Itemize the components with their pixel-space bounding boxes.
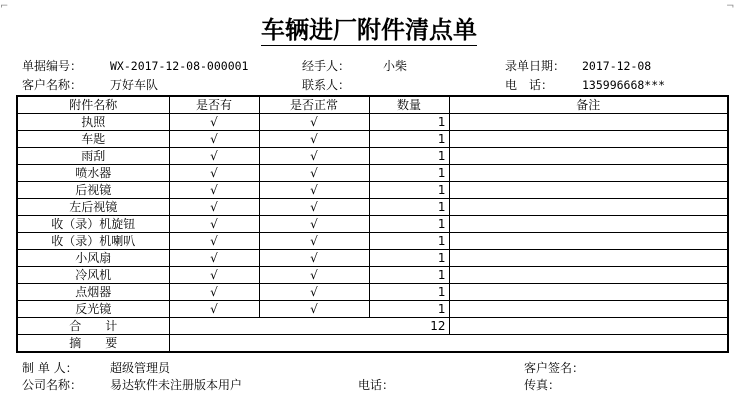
total-row [17, 318, 728, 335]
normal-check-cell: √ [259, 284, 369, 301]
summary-row [17, 335, 728, 353]
normal-check-cell: √ [259, 250, 369, 267]
page-corner-mark-left: ⌐ [0, 1, 9, 12]
tel-label: 电话： [358, 378, 395, 392]
quantity-cell: 1 [369, 114, 449, 131]
note-cell [449, 131, 728, 148]
normal-check-cell: √ [259, 216, 369, 233]
accessory-name-cell: 执照 [17, 114, 169, 131]
quantity-cell: 1 [369, 165, 449, 182]
has-check-cell: √ [169, 148, 259, 165]
column-header-normal: 是否正常 [259, 96, 369, 114]
normal-check-cell: √ [259, 301, 369, 318]
accessory-name-cell: 喷水器 [17, 165, 169, 182]
table-row [17, 165, 728, 182]
note-cell [449, 199, 728, 216]
accessory-table [16, 95, 729, 353]
quantity-cell: 1 [369, 182, 449, 199]
accessory-name-cell: 反光镜 [17, 301, 169, 318]
company-value: 易达软件未注册版本用户 [110, 378, 243, 392]
table-header-row [17, 96, 728, 114]
phone-label: 电 话： [505, 78, 554, 92]
quantity-cell: 1 [369, 199, 449, 216]
accessory-name-cell: 收（录）机喇叭 [17, 233, 169, 250]
note-cell [449, 301, 728, 318]
column-header-note: 备注 [449, 96, 728, 114]
table-row [17, 267, 728, 284]
quantity-cell: 1 [369, 284, 449, 301]
quantity-cell: 1 [369, 233, 449, 250]
quantity-cell: 1 [369, 148, 449, 165]
note-cell [449, 284, 728, 301]
has-check-cell: √ [169, 267, 259, 284]
accessory-name-cell: 雨刮 [17, 148, 169, 165]
note-cell [449, 182, 728, 199]
accessory-name-cell: 车匙 [17, 131, 169, 148]
handler-value: 小柴 [383, 59, 408, 73]
has-check-cell: √ [169, 216, 259, 233]
has-check-cell: √ [169, 301, 259, 318]
table-row [17, 284, 728, 301]
column-header-name: 附件名称 [17, 96, 169, 114]
note-cell [449, 148, 728, 165]
column-header-qty: 数量 [369, 96, 449, 114]
table-row [17, 114, 728, 131]
note-cell [449, 233, 728, 250]
table-row [17, 199, 728, 216]
normal-check-cell: √ [259, 199, 369, 216]
has-check-cell: √ [169, 165, 259, 182]
table-row [17, 250, 728, 267]
quantity-cell: 1 [369, 216, 449, 233]
table-row [17, 148, 728, 165]
normal-check-cell: √ [259, 148, 369, 165]
accessory-name-cell: 冷风机 [17, 267, 169, 284]
page-corner-mark-right: ¬ [726, 1, 735, 12]
note-cell [449, 216, 728, 233]
has-check-cell: √ [169, 131, 259, 148]
company-label: 公司名称： [22, 378, 83, 392]
normal-check-cell: √ [259, 165, 369, 182]
table-row [17, 301, 728, 318]
doc-no-label: 单据编号： [22, 59, 83, 73]
note-cell [449, 165, 728, 182]
accessory-name-cell: 点烟器 [17, 284, 169, 301]
table-row [17, 233, 728, 250]
total-note [449, 318, 728, 335]
table-row [17, 216, 728, 233]
handler-label: 经手人： [302, 59, 351, 73]
has-check-cell: √ [169, 199, 259, 216]
customer-label: 客户名称： [22, 78, 83, 92]
phone-value: 135996668*** [582, 78, 666, 92]
accessory-name-cell: 小风扇 [17, 250, 169, 267]
quantity-cell: 1 [369, 250, 449, 267]
date-value: 2017-12-08 [582, 59, 652, 73]
summary-label: 摘 要 [17, 335, 169, 353]
normal-check-cell: √ [259, 267, 369, 284]
maker-label: 制 单 人： [22, 361, 78, 375]
table-row [17, 131, 728, 148]
has-check-cell: √ [169, 182, 259, 199]
has-check-cell: √ [169, 250, 259, 267]
has-check-cell: √ [169, 114, 259, 131]
quantity-cell: 1 [369, 267, 449, 284]
accessory-name-cell: 左后视镜 [17, 199, 169, 216]
column-header-has: 是否有 [169, 96, 259, 114]
maker-value: 超级管理员 [110, 361, 171, 375]
summary-value [169, 335, 728, 353]
fax-label: 传真： [524, 378, 561, 392]
total-qty: 12 [169, 318, 449, 335]
note-cell [449, 267, 728, 284]
normal-check-cell: √ [259, 182, 369, 199]
doc-no-value: WX-2017-12-08-000001 [110, 59, 249, 73]
table-row [17, 182, 728, 199]
has-check-cell: √ [169, 284, 259, 301]
document-title: 车辆进厂附件清点单 [261, 15, 477, 44]
quantity-cell: 1 [369, 301, 449, 318]
contact-label: 联系人： [302, 78, 351, 92]
normal-check-cell: √ [259, 114, 369, 131]
note-cell [449, 250, 728, 267]
normal-check-cell: √ [259, 131, 369, 148]
accessory-name-cell: 后视镜 [17, 182, 169, 199]
quantity-cell: 1 [369, 131, 449, 148]
signature-label: 客户签名： [524, 361, 585, 375]
normal-check-cell: √ [259, 233, 369, 250]
has-check-cell: √ [169, 233, 259, 250]
note-cell [449, 114, 728, 131]
total-label: 合 计 [17, 318, 169, 335]
customer-value: 万好车队 [110, 78, 159, 92]
accessory-name-cell: 收（录）机旋钮 [17, 216, 169, 233]
date-label: 录单日期： [505, 59, 566, 73]
